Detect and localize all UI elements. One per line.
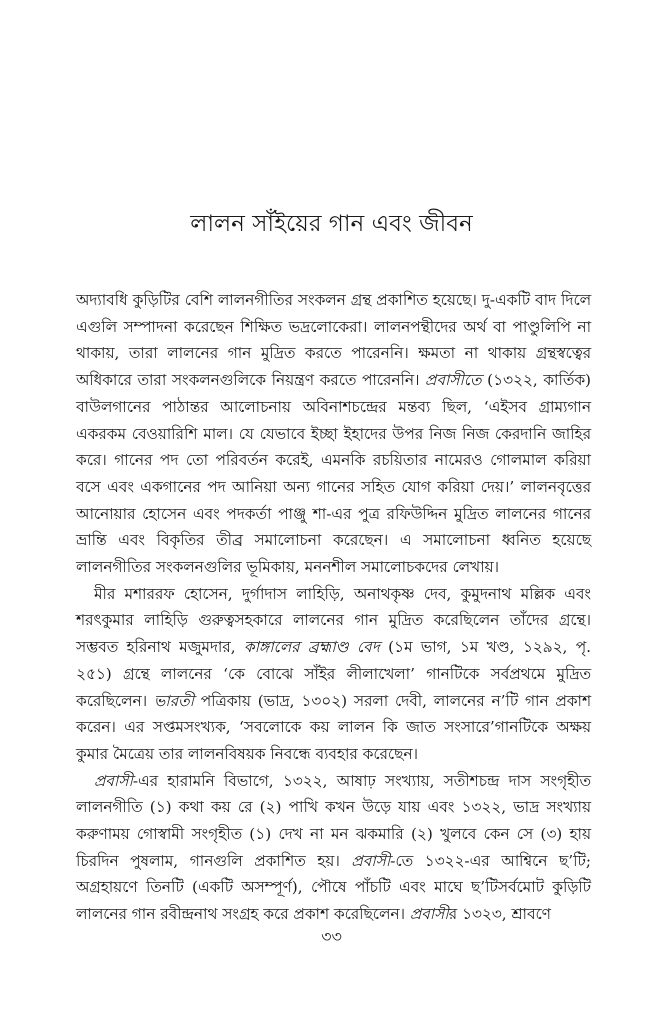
- paragraph-3-text-b: -এর হারামনি বিভাগে, ১৩২২, আষাঢ় সংখ্যায়, সতীশচন্দ্র দাস সংগৃহীত লালনগীতি (১) কথা কয় রে (২) পাখি কখন উড়ে যায় এবং ১৩২২, ভাদ্র সংখ্যায় করুণাময় গোস্বামী সংগৃহীত (১) দেখ না মন ঝকমারি (২) খুলবে কেন সে (৩) হায় চিরদিন পুষলাম, গানগুলি প্রকাশিত হয়।: [76, 771, 591, 870]
- paragraph-3-text-d: -তে ১৩২২-এর আশ্বিনে ছ’টি; অগ্রহায়ণে তিনটি (একটি অসম্পূর্ণ), পৌষে পাঁচটি এবং মাঘে ছ’টিসর্বমোট কুড়িটি লালনের গান রবীন্দ্রনাথ সংগ্রহ করে প্রকাশ করেছিলেন।: [76, 851, 591, 924]
- paragraph-1: [76, 287, 591, 581]
- paragraph-3: [76, 768, 591, 928]
- paragraph-2-text-e: পত্রিকায় (ভাদ্র, ১৩০২) সরলা দেবী, লালনের ন’টি গান প্রকাশ করেন। এর সপ্তমসংখ্যক, ‘সবলোকে কয় লালন কি জাত সংসারে’গানটিকে অক্ষয় কুমার মৈত্রেয় তার লালনবিষয়ক নিবন্ধে ব্যবহার করেছেন।: [76, 691, 591, 763]
- paragraph-3-italic-prabasi-1: প্রবাসী: [94, 771, 133, 790]
- paragraph-3-italic-prabasi-2: প্রবাসী: [351, 851, 391, 870]
- paragraph-1-text-c: (১৩২২, কার্তিক) বাউলগানের পাঠান্তর আলোচনায় অবিনাশচন্দ্রের মন্তব্য ছিল, ‘এইসব গ্রাম্যগান একরকম বেওয়ারিশি মাল। যে যেভাবে ইচ্ছা ইহাদের উপর নিজ নিজ কেরদানি জাহির করে। গানের পদ তো পরিবর্তন করেই, এমনকি রচয়িতার নামেরও গোলমাল করিয়া বসে এবং একগানের পদ আনিয়া অন্য গানের সহিত যোগ করিয়া দেয়।’ লালনবৃত্তের আনোয়ার হোসেন এবং পদকর্তা পাঞ্জু শা-এর পুত্র রফিউদ্দিন মুদ্রিত লালনের গানের ভ্রান্তি এবং বিকৃতির তীব্র সমালোচনা করেছেন। এ সমালোচনা ধ্বনিত হয়েছে লালনগীতির সংকলনগুলির ভূমিকায়, মননশীল সমালোচকদের লেখায়।: [76, 371, 592, 577]
- page-number: ৩৩: [321, 927, 342, 946]
- paragraph-1-italic-prabasi: প্রবাসীতে: [425, 371, 482, 390]
- paragraph-3-text-f: র ১৩২৩, শ্রাবণে: [448, 905, 551, 924]
- body-text: [76, 287, 591, 928]
- paragraph-2-text-c: (১ম ভাগ, ১ম খণ্ড, ১২৯২, পৃ. ২৫১) গ্রন্থে লালনের ‘কে বোঝে সাঁইর লীলাখেলা’ গানটিকে সর্বপ্রথমে মুদ্রিত করেছিলেন।: [76, 638, 591, 710]
- paragraph-2-text-a: মীর মশাররফ হোসেন, দুর্গাদাস লাহিড়ি, অনাথকৃষ্ণ দেব, কুমুদনাথ মল্লিক এবং শরৎকুমার লাহিড়ি গুরুত্বসহকারে লালনের গান মুদ্রিত করেছিলেন তাঁদের গ্রন্থে। সম্ভবত হরিনাথ মজুমদার,: [76, 584, 591, 657]
- paragraph-2: [76, 581, 591, 768]
- chapter-title: লালন সাঁইয়ের গান এবং জীবন: [190, 211, 473, 237]
- paragraph-2-italic-bharati: ভারতী: [153, 691, 194, 710]
- paragraph-2-italic-book-title: কাঙ্গালের ব্রহ্মাণ্ড বেদ: [243, 638, 380, 657]
- paragraph-3-italic-prabasi-3: প্রবাসী: [409, 905, 449, 924]
- paragraph-1-text-a: অদ্যাবধি কুড়িটির বেশি লালনগীতির সংকলন গ্রন্থ প্রকাশিত হয়েছে। দু-একটি বাদ দিলে এগুলি সম্পাদনা করেছেন শিক্ষিত ভদ্রলোকেরা। লালনপন্থীদের অর্থ বা পাণ্ডুলিপি না থাকায়, তারা লালনের গান মুদ্রিত করতে পারেননি। ক্ষমতা না থাকায় গ্রন্থস্বত্বের অধিকারে তারা সংকলনগুলিকে নিয়ন্ত্রণ করতে পারেননি।: [76, 291, 591, 390]
